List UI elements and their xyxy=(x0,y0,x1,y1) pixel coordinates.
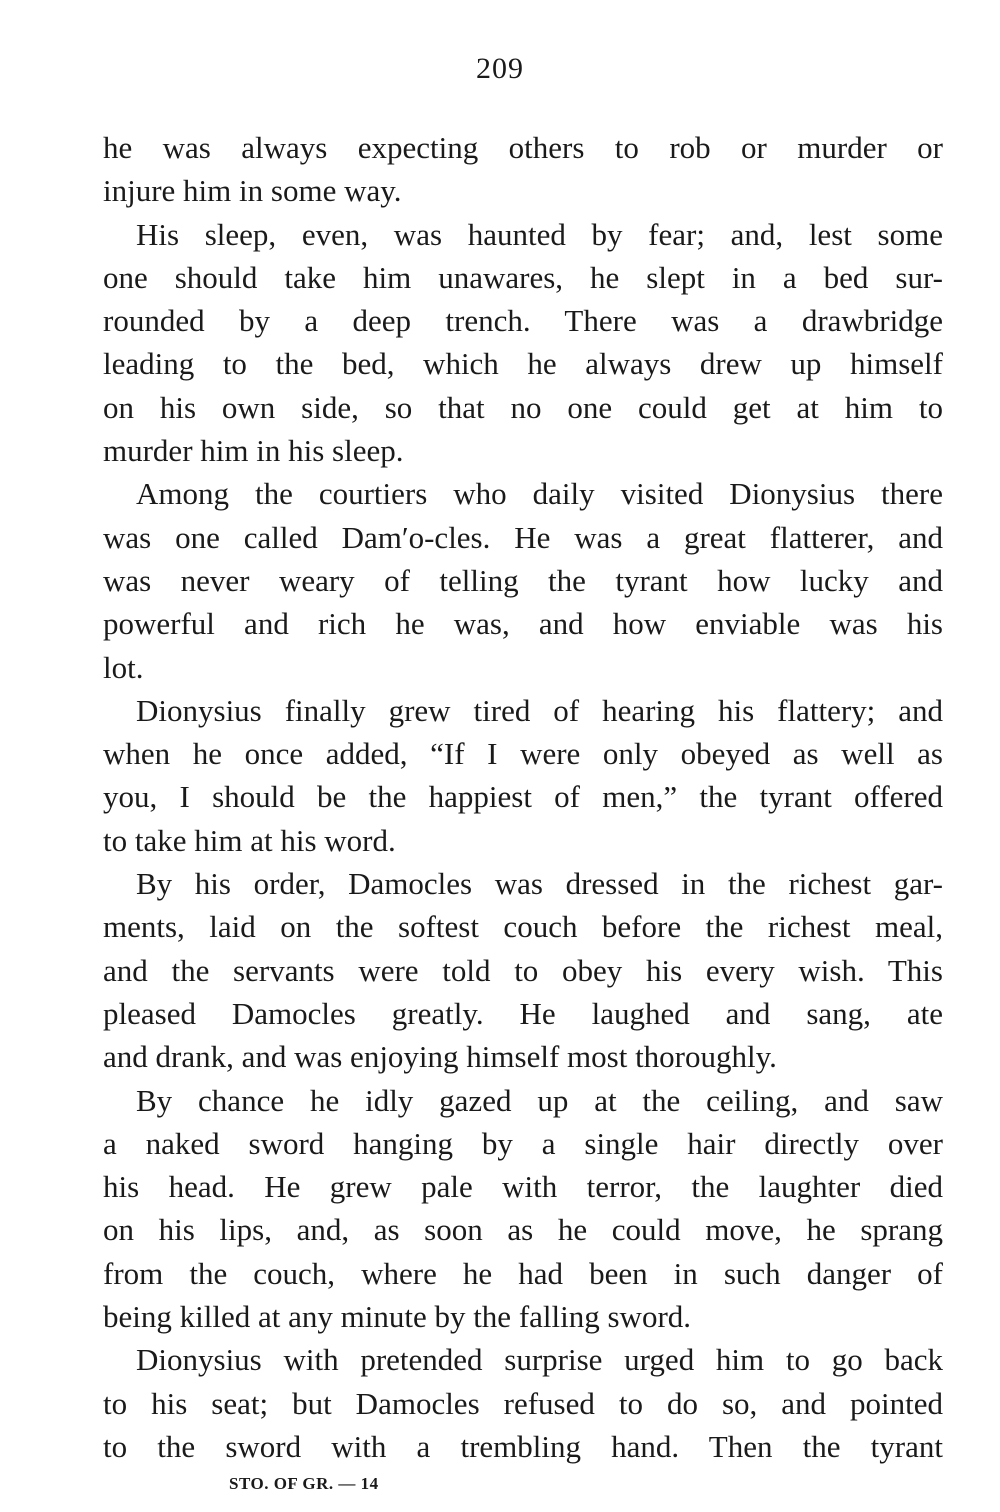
text-line: was never weary of telling the tyrant how lucky and xyxy=(103,562,943,598)
text-line: injure him in some way. xyxy=(103,173,402,209)
text-line: was one called Dam′o-cles. He was a great flatterer, and xyxy=(103,519,943,555)
text-line: being killed at any minute by the falling sword. xyxy=(103,1299,692,1335)
text-line: Dionysius with pretended surprise urged him to go back xyxy=(136,1342,943,1378)
text-line: and drank, and was enjoying himself most thoroughly. xyxy=(103,1039,777,1075)
text-line: from the couch, where he had been in such danger of xyxy=(103,1255,943,1291)
text-line: ments, laid on the softest couch before the richest meal, xyxy=(103,909,943,945)
text-line: rounded by a deep trench. There was a drawbridge xyxy=(103,303,943,339)
signature-mark: STO. OF GR. — 14 xyxy=(229,1474,379,1493)
text-line: lot. xyxy=(103,649,144,685)
text-line: Among the courtiers who daily visited Dionysius there xyxy=(136,476,943,512)
text-line: his head. He grew pale with terror, the laughter died xyxy=(103,1169,943,1205)
text-line: on his own side, so that no one could get at him to xyxy=(103,389,943,425)
page-number: 209 xyxy=(476,52,524,85)
text-line: when he once added, “If I were only obeyed as well as xyxy=(103,736,943,772)
text-line: By his order, Damocles was dressed in the richest gar- xyxy=(136,866,943,902)
text-line: one should take him unawares, he slept in a bed sur- xyxy=(103,259,943,295)
text-line: to take him at his word. xyxy=(103,822,396,858)
text-line: pleased Damocles greatly. He laughed and sang, ate xyxy=(103,995,943,1031)
text-line: on his lips, and, as soon as he could move, he sprang xyxy=(103,1212,943,1248)
text-line: to his seat; but Damocles refused to do so, and pointed xyxy=(103,1385,943,1421)
text-line: and the servants were told to obey his every wish. This xyxy=(103,952,943,988)
text-line: he was always expecting others to rob or murder or xyxy=(103,130,943,165)
body-text xyxy=(103,126,943,1468)
text-line: murder him in his sleep. xyxy=(103,433,404,469)
text-line: leading to the bed, which he always drew up himself xyxy=(103,346,943,382)
text-line: Dionysius finally grew tired of hearing his flattery; and xyxy=(136,692,943,728)
text-line: His sleep, even, was haunted by fear; and, lest some xyxy=(136,216,943,252)
text-line: you, I should be the happiest of men,” the tyrant offered xyxy=(103,779,943,815)
text-line: to the sword with a trembling hand. Then the tyrant xyxy=(103,1428,943,1464)
text-line: By chance he idly gazed up at the ceiling, and saw xyxy=(136,1082,943,1118)
text-line: powerful and rich he was, and how enviable was his xyxy=(103,606,943,642)
text-line: a naked sword hanging by a single hair directly over xyxy=(103,1125,943,1161)
